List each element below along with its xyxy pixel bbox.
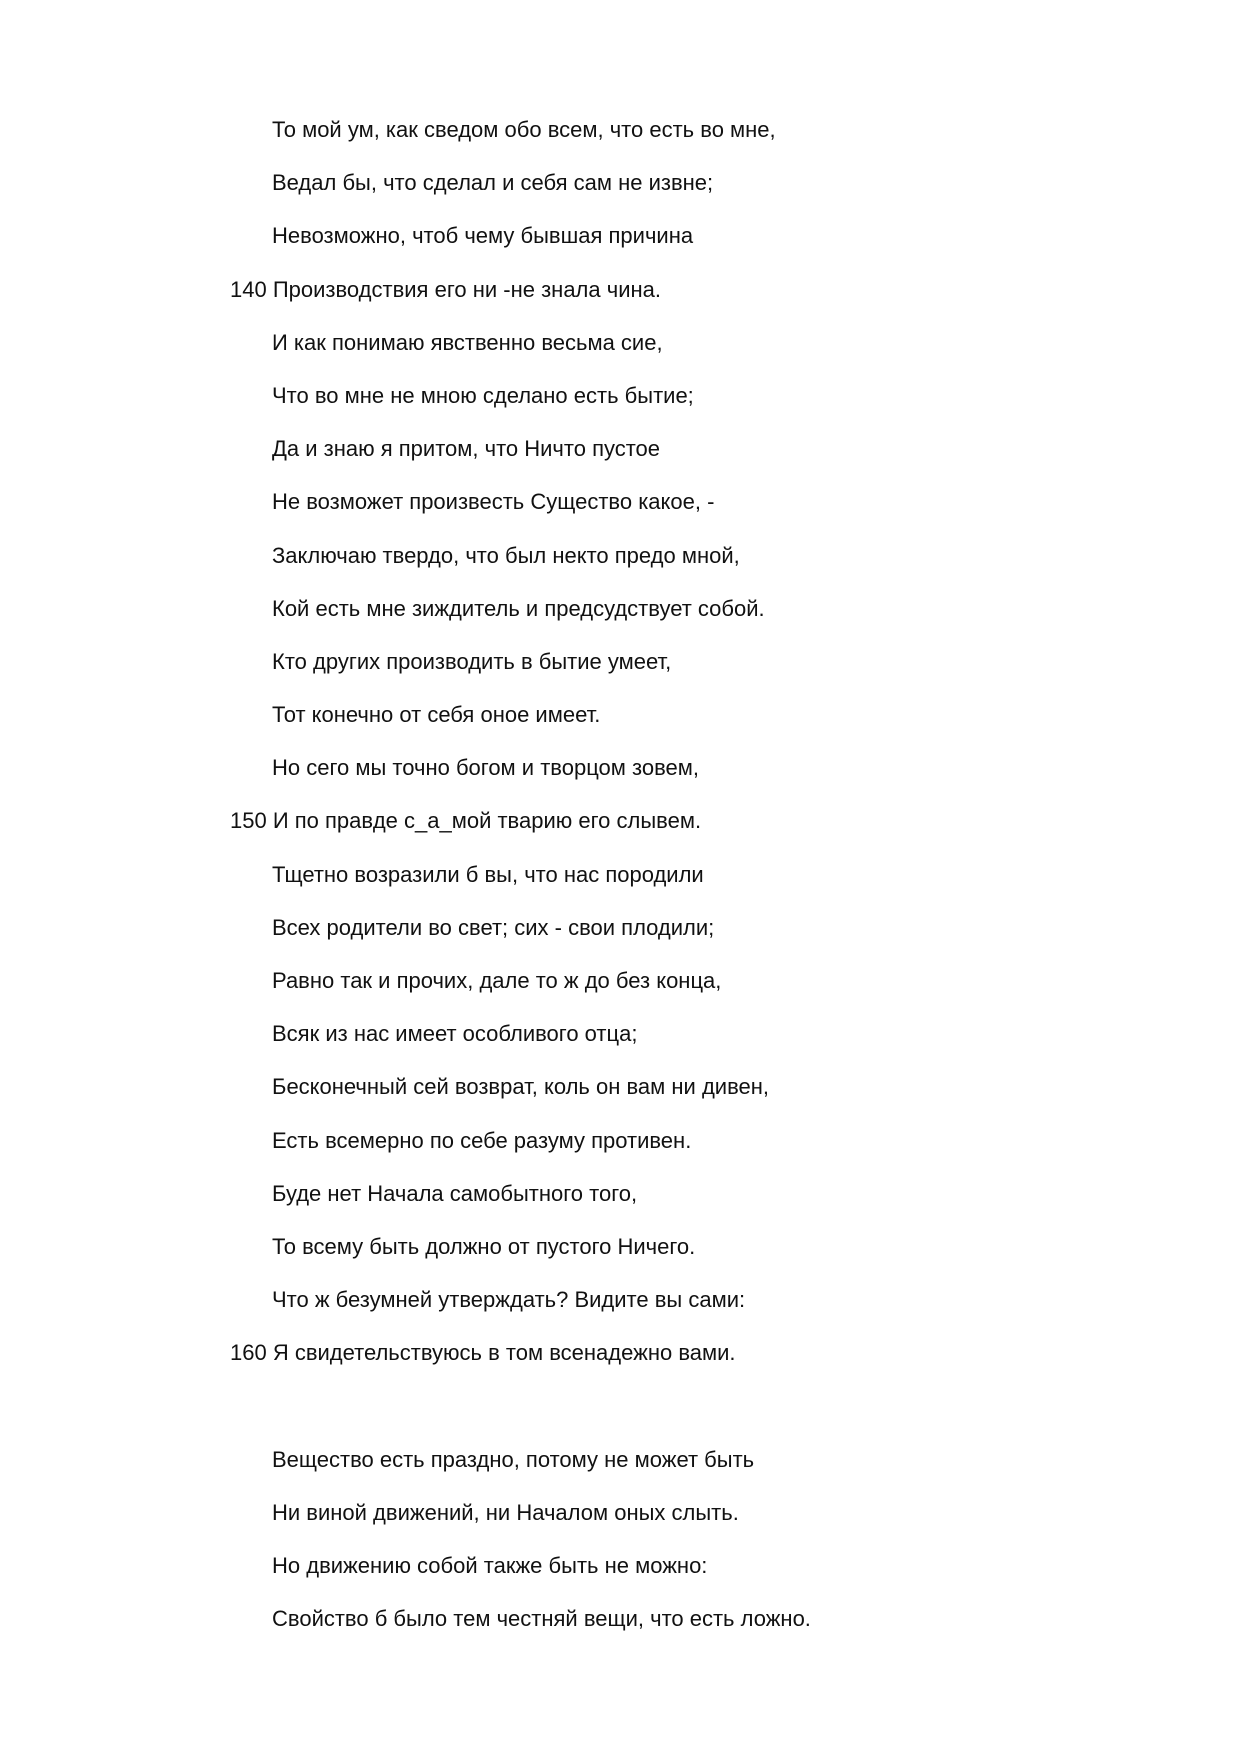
verse-line-text: И как понимаю явственно весьма сие,	[272, 329, 663, 355]
verse-line	[250, 112, 1150, 165]
poem-text	[230, 112, 1150, 1654]
verse-line-text: Да и знаю я притом, что Ничто пустое	[272, 436, 661, 462]
verse-line	[250, 1282, 1150, 1335]
verse-line	[250, 1442, 1150, 1495]
stanza-1	[230, 112, 1150, 1389]
verse-line	[250, 1123, 1150, 1176]
verse-line	[250, 644, 1150, 697]
verse-line	[250, 1601, 1150, 1654]
verse-line-text: Ни виной движений, ни Началом оных слыть.	[272, 1499, 739, 1525]
verse-line-text: То всему быть должно от пустого Ничего.	[272, 1233, 696, 1259]
verse-line	[250, 1176, 1150, 1229]
verse-line-text: Свойство б было тем честняй вещи, что есть ложно.	[272, 1606, 811, 1632]
verse-line	[250, 484, 1150, 537]
verse-line	[250, 1495, 1150, 1548]
verse-line-text: Равно так и прочих, дале то ж до без конца,	[272, 968, 722, 993]
verse-line-text: Вещество есть праздно, потому не может быть	[272, 1446, 755, 1472]
verse-line	[250, 538, 1150, 591]
verse-line	[250, 750, 1150, 803]
verse-line-text: Что ж безумней утверждать? Видите вы сами:	[272, 1287, 746, 1313]
verse-line-text: Но движению собой также быть не можно:	[272, 1553, 708, 1579]
verse-line-text: Ведал бы, что сделал и себя сам не извне;	[272, 170, 714, 196]
verse-line-text: Бесконечный сей возврат, коль он вам ни дивен,	[272, 1074, 770, 1100]
verse-line-text: Но сего мы точно богом и творцом зовем,	[272, 755, 700, 781]
verse-line	[250, 1069, 1150, 1122]
verse-line-text: Кой есть мне зиждитель и предсудствует собой.	[272, 595, 765, 621]
stanza-2	[250, 1442, 1150, 1655]
verse-line	[250, 431, 1150, 484]
verse-line	[250, 1229, 1150, 1282]
verse-line-text: 150 И по правде с_а_мой тварию его слывем.	[230, 808, 702, 834]
verse-line	[230, 1335, 1150, 1388]
verse-line-text: Есть всемерно по себе разуму противен.	[272, 1127, 692, 1153]
verse-line-text: Не возможет произвесть Существо какое, -	[272, 489, 715, 515]
verse-line-text: Буде нет Начала самобытного того,	[272, 1180, 638, 1206]
verse-line	[250, 218, 1150, 271]
verse-line	[250, 963, 1150, 1016]
verse-line-text: 160 Я свидетельствуюсь в том всенадежно вами.	[230, 1340, 736, 1366]
verse-line	[250, 591, 1150, 644]
stanza-break	[250, 1389, 1150, 1442]
verse-line-text: Всяк из нас имеет особливого отца;	[272, 1021, 638, 1047]
verse-line	[230, 272, 1150, 325]
verse-line-text: 140 Производствия его ни -не знала чина.	[230, 276, 661, 302]
verse-line	[250, 1548, 1150, 1601]
verse-line-text: Невозможно, чтоб чему бывшая причина	[272, 223, 694, 249]
verse-line-text: То мой ум, как сведом обо всем, что есть во мне,	[272, 117, 776, 142]
verse-line-text: Что во мне не мною сделано есть бытие;	[272, 382, 694, 408]
verse-line	[250, 1016, 1150, 1069]
verse-line-text: Тщетно возразили б вы, что нас породили	[272, 861, 704, 887]
verse-line	[250, 697, 1150, 750]
verse-line	[230, 803, 1150, 856]
verse-line	[250, 910, 1150, 963]
verse-line-text: Кто других производить в бытие умеет,	[272, 648, 672, 674]
verse-line	[250, 325, 1150, 378]
verse-line	[250, 378, 1150, 431]
verse-line	[250, 857, 1150, 910]
verse-line	[250, 165, 1150, 218]
verse-line-text: Всех родители во свет; сих - свои плодили;	[272, 914, 715, 940]
verse-line-text: Тот конечно от себя оное имеет.	[272, 702, 601, 728]
verse-line-text: Заключаю твердо, что был некто предо мной,	[272, 542, 740, 568]
